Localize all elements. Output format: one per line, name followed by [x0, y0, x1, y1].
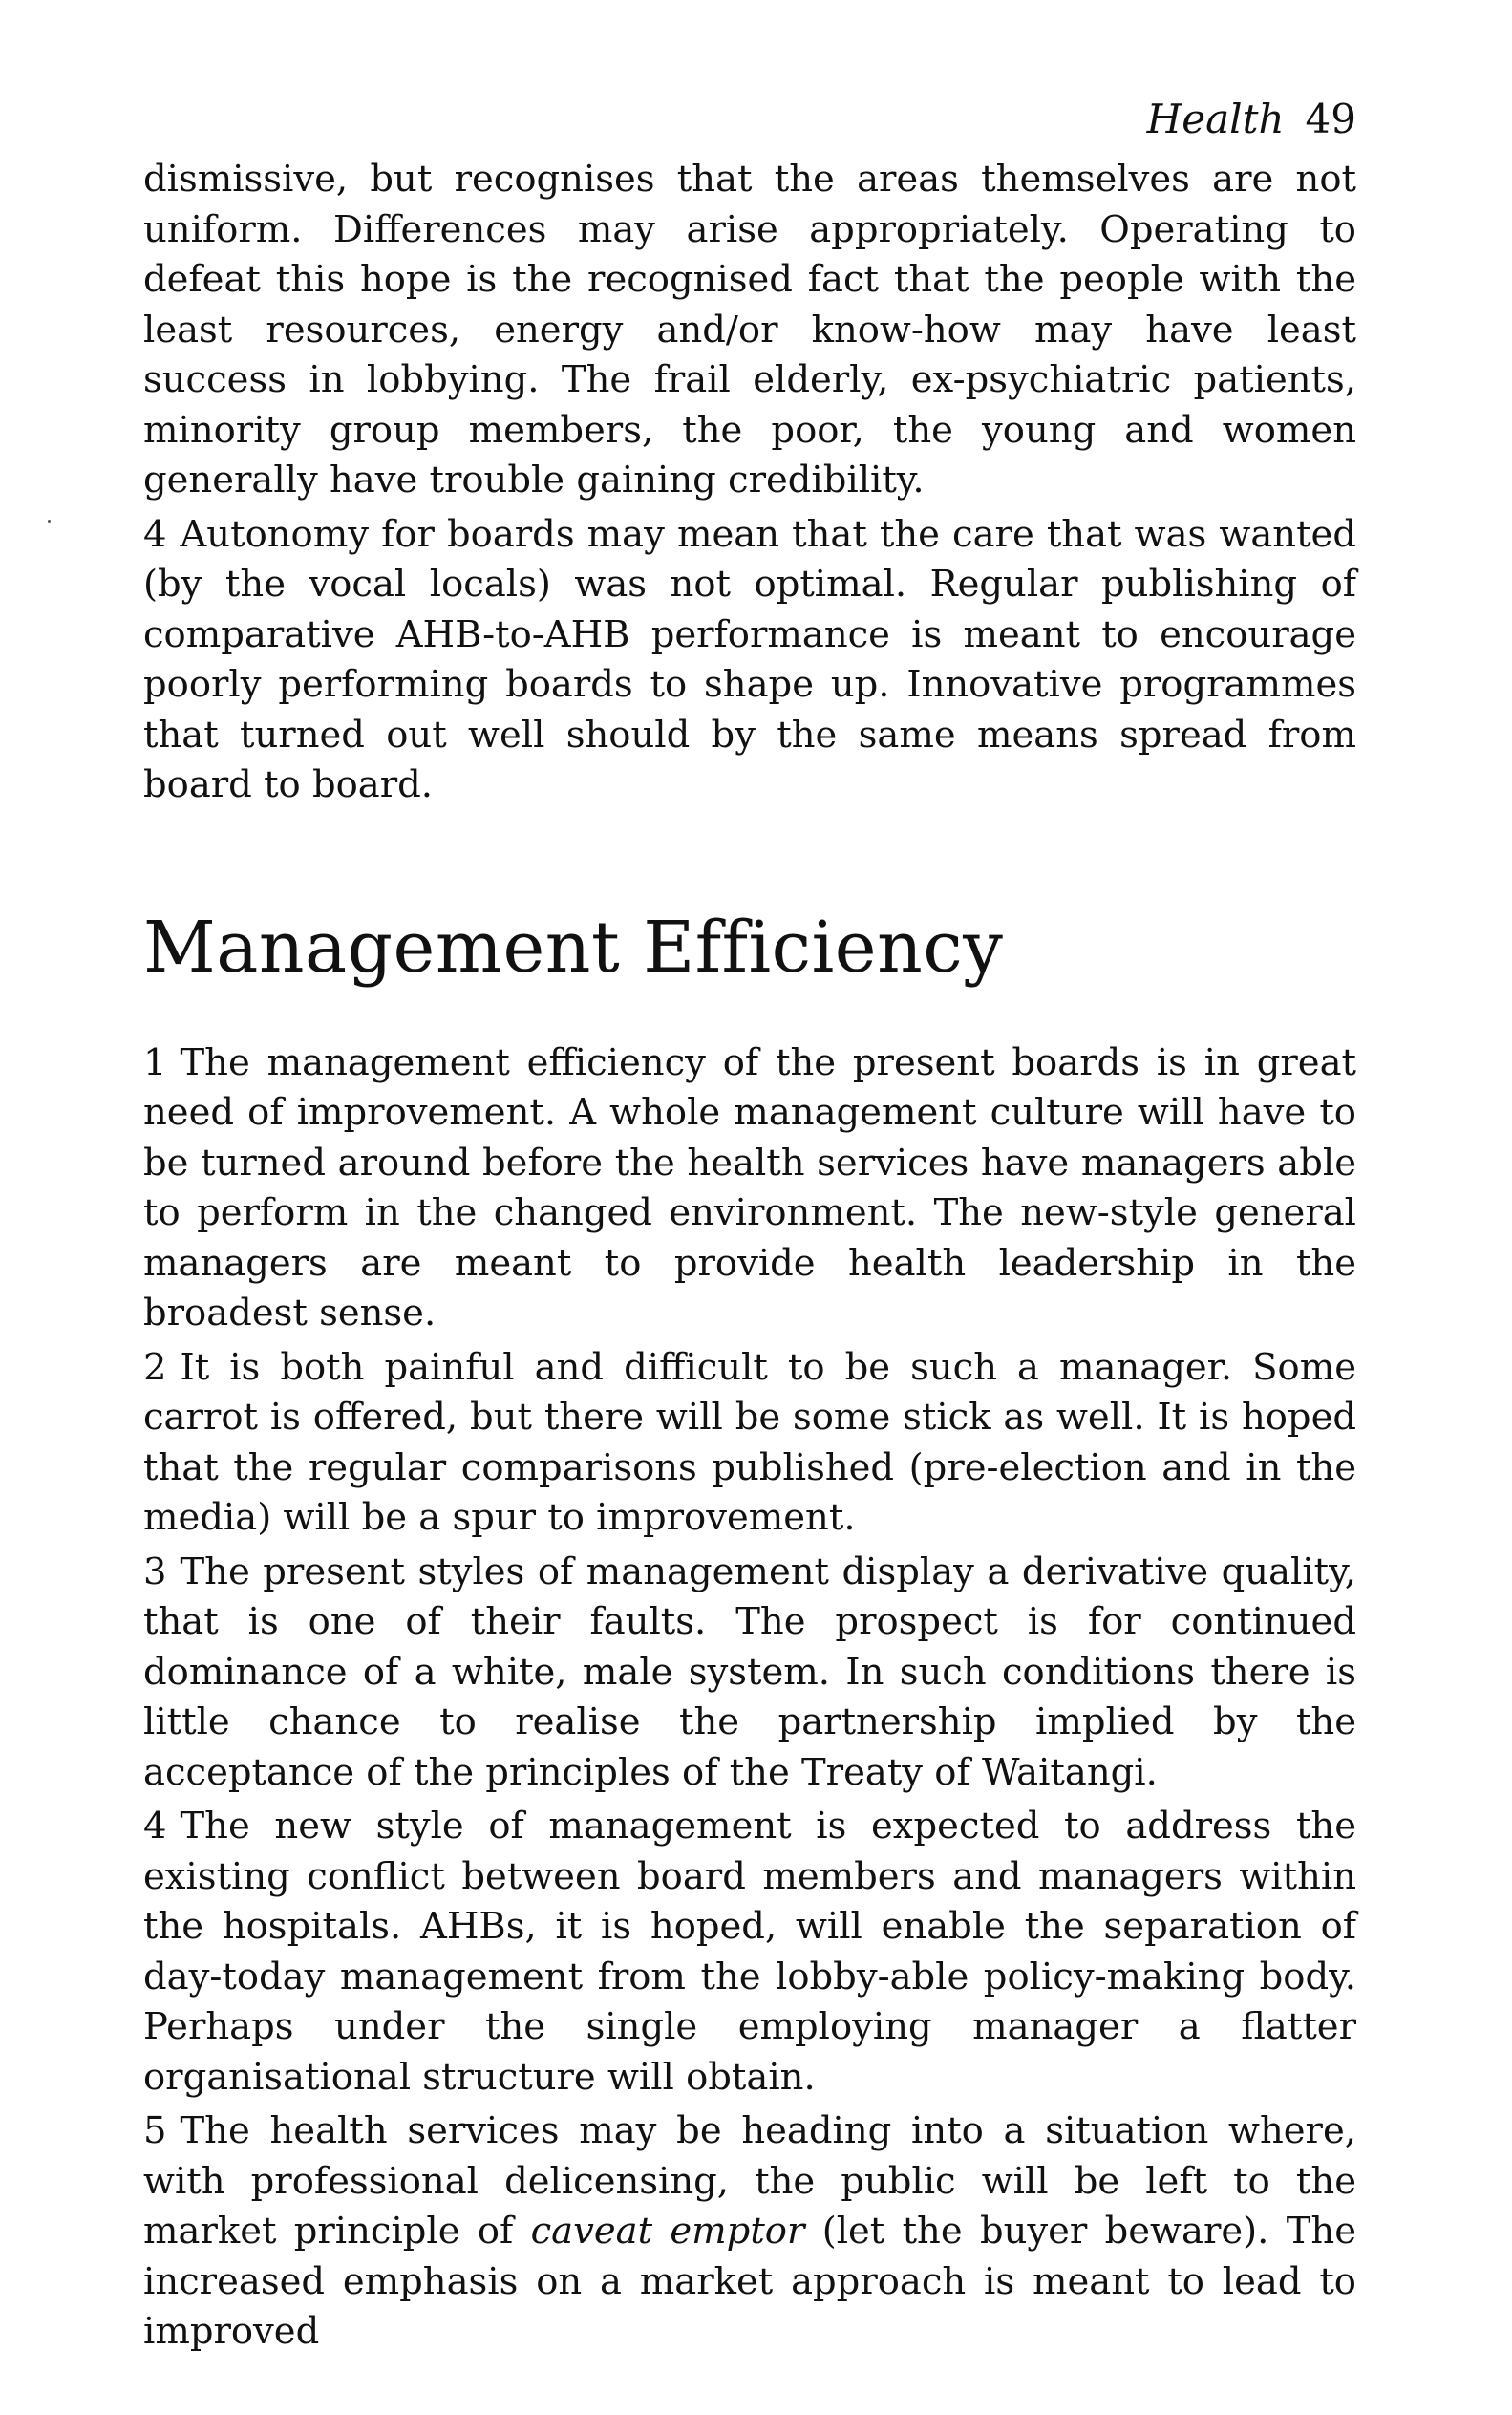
paragraph-text: The present styles of management display a derivative quality, that is one of their faults. The prospect is for continued dominance of a white, male system. In such conditions there is little chance to realise the partnership implied by the acceptance of the principles of the Treaty of Waitangi. — [143, 1549, 1356, 1794]
paragraph-number: 5 — [143, 2109, 167, 2152]
numbered-paragraph — [143, 2106, 1356, 2358]
running-head — [143, 96, 1356, 155]
numbered-paragraph — [143, 1038, 1356, 1339]
paragraph-text: It is both painful and difficult to be such a manager. Some carrot is offered, but there will be some stick as well. It is hoped that the regular comparisons published (pre-election and in the media) will be a spur to improvement. — [143, 1345, 1356, 1539]
paragraph-text: The new style of management is expected to address the existing conflict between board members and managers within the hospitals. AHBs, it is hoped, will enable the separation of day-today management from the lobby-able policy-making body. Perhaps under the single employing manager a flatter organisational structure will obtain. — [143, 1805, 1356, 2099]
document-page — [143, 96, 1356, 2362]
italic-phrase: caveat emptor — [530, 2210, 805, 2253]
running-head-title: Health — [1146, 96, 1285, 142]
paragraph-text: The management efficiency of the present boards is in great need of improvement. A whole management culture will have to be turned around before the health services have managers able to perform in the changed environment. The new-style general managers are meant to provide health leadership in the broadest sense. — [143, 1040, 1356, 1335]
paragraph-number: 2 — [143, 1345, 167, 1389]
continued-paragraph — [143, 155, 1356, 506]
numbered-paragraph — [143, 1548, 1356, 1799]
paragraph-number: 4 — [143, 512, 167, 556]
paragraph-text-after: (let the buyer beware). The increased emphasis on a market approach is meant to lead to improved — [143, 2210, 1356, 2353]
page-number: 49 — [1305, 96, 1356, 142]
numbered-paragraph — [143, 510, 1356, 811]
section-heading: Management Efficiency — [143, 906, 1004, 989]
paragraph-text-before: The health services may be heading into a situation where, with professional delicensing, the public will be left to the market principle of — [143, 2109, 1356, 2253]
paragraph-text: Autonomy for boards may mean that the care that was wanted (by the vocal locals) was not optimal. Regular publishing of comparative AHB-to-AHB performance is meant to encourage poorly performing boards to shape up. Innovative programmes that turned out well should by the same means spread from board to board. — [143, 512, 1356, 806]
paragraph-text: dismissive, but recognises that the areas themselves are not uniform. Differences may arise appropriately. Operating to defeat this hope is the recognised fact that the people with the least resources, energy and/or know-how may have least success in lobbying. The frail elderly, ex-psychiatric patients, minority group members, the poor, the young and women generally have trouble gaining credibility. — [143, 158, 1356, 502]
paragraph-number: 1 — [143, 1040, 167, 1084]
stray-mark — [48, 520, 51, 523]
numbered-paragraph — [143, 1802, 1356, 2103]
paragraph-number: 3 — [143, 1549, 167, 1593]
paragraph-number: 4 — [143, 1805, 167, 1848]
numbered-paragraph — [143, 1343, 1356, 1544]
